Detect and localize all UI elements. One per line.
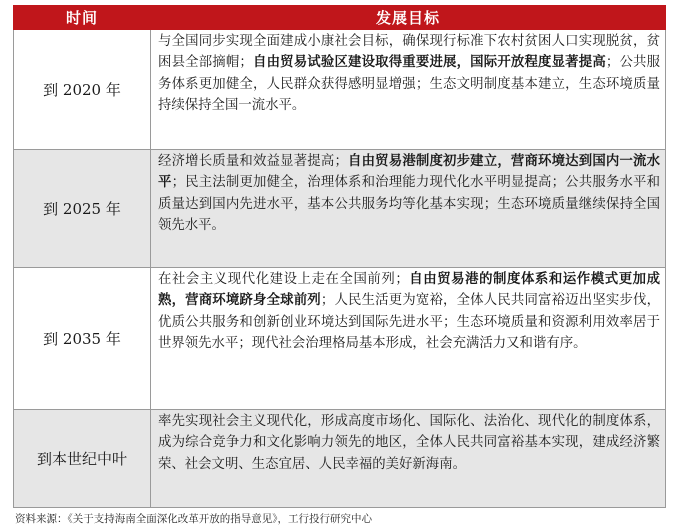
development-goals-table [13,5,666,508]
goal-text-segment: ；人民生活更为宽裕，全体人民共同富裕迈出坚实步伐，优质公共服务和创新创业环境达到国际先进水平；生态环境质量和资源利用效率居于世界领先水平；现代社会治理格局基本形成，社会充满活力又和谐有序。 [158,293,661,352]
period-cell: 到 2020 年 [14,30,151,150]
period-cell: 到本世纪中叶 [14,410,151,508]
goal-cell [151,410,666,508]
goal-text [158,269,660,355]
table-row-2020 [14,30,666,150]
goal-cell [151,150,666,268]
header-period: 时间 [14,6,151,30]
goal-text-bold-segment: 自由贸易港的制度体系和运作模式更加成熟，营商环境跻身全球前列 [158,271,661,309]
goal-text [158,151,660,237]
goal-text-segment: 与全国同步实现全面建成小康社会目标，确保现行标准下农村贫困人口实现脱贫，贫困县全部摘帽； [158,34,660,71]
goal-text [158,31,660,117]
table-header-row [14,6,666,30]
header-goals: 发展目标 [151,6,666,30]
source-note: 资料来源：《关于支持海南全面深化改革开放的指导意见》，工行投行研究中心 [15,513,372,525]
goal-text-bold-segment: 自由贸易试验区建设取得重要进展，国际开放程度显著提高 [252,54,606,71]
goal-text-segment: 经济增长质量和效益显著提高； [158,154,348,169]
goal-text-segment: 在社会主义现代化建设上走在全国前列； [158,272,409,287]
goal-text [158,411,660,475]
table-row-2025 [14,150,666,268]
goal-cell [151,268,666,410]
goal-text-segment: ；公共服务体系更加健全，人民群众获得感明显增强；生态文明制度基本建立，生态环境质量持续保持全国一流水平。 [158,55,661,114]
goal-text-segment: ；民主法制更加健全，治理体系和治理能力现代化水平明显提高；公共服务水平和质量达到国内先进水平，基本公共服务均等化基本实现；生态环境质量继续保持全国领先水平。 [158,175,661,234]
goal-text-bold-segment: 自由贸易港制度初步建立，营商环境达到国内一流水平 [158,153,661,191]
goal-text-segment: 率先实现社会主义现代化，形成高度市场化、国际化、法治化、现代化的制度体系，成为综合竞争力和文化影响力领先的地区，全体人民共同富裕基本实现，建成经济繁荣、社会文明、生态宜居、人民幸福的美好新海南。 [158,414,660,472]
period-cell: 到 2035 年 [14,268,151,410]
period-cell: 到 2025 年 [14,150,151,268]
goal-cell [151,30,666,150]
table-row-2035 [14,268,666,410]
table-row-mid-century [14,410,666,508]
